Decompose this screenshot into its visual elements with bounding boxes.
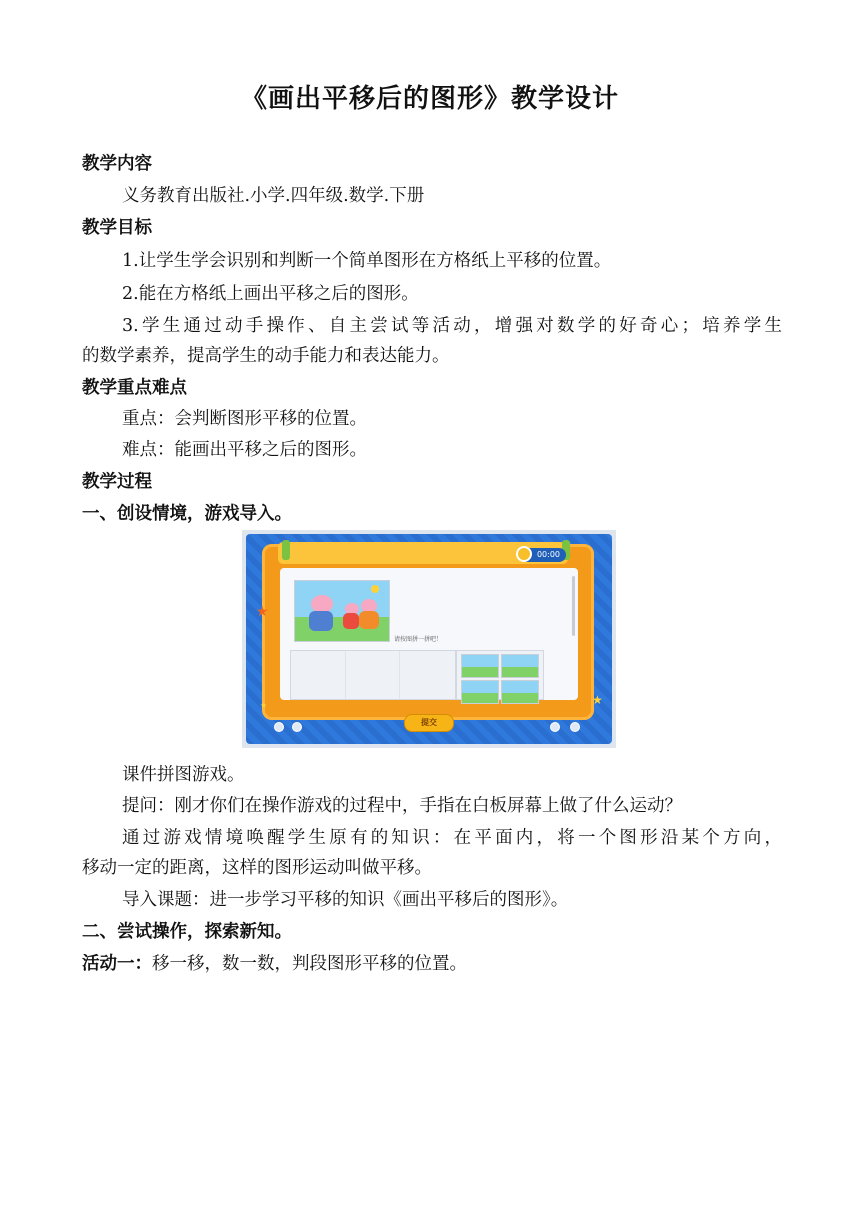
panel-scrollbar	[572, 576, 575, 636]
tool-icon[interactable]	[550, 722, 560, 732]
puzzle-drop-grid[interactable]	[290, 650, 456, 700]
clock-icon	[516, 546, 532, 562]
tool-icon[interactable]	[274, 722, 284, 732]
puzzle-piece[interactable]	[461, 680, 499, 704]
goal-3-line-1: 3.学生通过动手操作、自主尝试等活动，增强对数学的好奇心；培养学生	[122, 316, 782, 336]
frame-knob-left	[282, 540, 290, 560]
pig-body-blue	[309, 611, 333, 631]
part-2-heading: 二、尝试操作，探索新知。	[82, 922, 292, 942]
star-icon: ★	[260, 701, 268, 710]
heading-process: 教学过程	[82, 472, 152, 492]
star-icon: ★	[592, 693, 603, 707]
pig-body-red	[343, 613, 359, 629]
puzzle-piece[interactable]	[461, 654, 499, 678]
heading-goals: 教学目标	[82, 218, 152, 238]
puzzle-reference-image	[294, 580, 390, 642]
tool-icon[interactable]	[292, 722, 302, 732]
submit-button[interactable]: 提交	[404, 714, 454, 732]
intro-text: 导入课题：进一步学习平移的知识《画出平移后的图形》。	[122, 890, 569, 910]
goal-3-line-2: 的数学素养，提高学生的动手能力和表达能力。	[82, 346, 450, 366]
explain-line-1: 通过游戏情境唤醒学生原有的知识：在平面内，将一个图形沿某个方向，	[122, 828, 782, 848]
difficult-point: 难点：能画出平移之后的图形。	[122, 440, 367, 460]
activity-1-label: 活动一：	[82, 954, 152, 974]
question-text: 提问：刚才你们在操作游戏的过程中，手指在白板屏幕上做了什么运动？	[122, 796, 682, 816]
game-timer: 00:00	[520, 548, 566, 562]
goal-2: 2.能在方格纸上画出平移之后的图形。	[122, 284, 419, 304]
goal-1: 1.让学生学会识别和判断一个简单图形在方格纸上平移的位置。	[122, 251, 612, 271]
figure-caption: 课件拼图游戏。	[122, 765, 245, 785]
game-screenshot	[242, 530, 616, 748]
activity-1-line	[82, 952, 782, 976]
activity-1-text: 移一移，数一数，判段图形平移的位置。	[152, 954, 467, 974]
sun-icon	[371, 585, 379, 593]
star-icon: ★	[256, 604, 269, 620]
content-text: 义务教育出版社.小学.四年级.数学.下册	[122, 186, 425, 206]
puzzle-piece[interactable]	[501, 654, 539, 678]
explain-line-2: 移动一定的距离，这样的图形运动叫做平移。	[82, 858, 432, 878]
pig-body-orange	[359, 611, 379, 629]
puzzle-pieces-tray	[456, 650, 544, 700]
puzzle-piece[interactable]	[501, 680, 539, 704]
heading-content: 教学内容	[82, 154, 152, 174]
key-point: 重点：会判断图形平移的位置。	[122, 409, 367, 429]
grid-divider	[399, 651, 400, 699]
tool-icon[interactable]	[570, 722, 580, 732]
puzzle-hint: 请按图拼一拼吧！	[394, 636, 443, 643]
page-title: 《画出平移后的图形》教学设计	[240, 84, 619, 114]
part-1-heading: 一、创设情境，游戏导入。	[82, 504, 292, 524]
heading-key-points: 教学重点难点	[82, 378, 187, 398]
grid-divider	[345, 651, 346, 699]
